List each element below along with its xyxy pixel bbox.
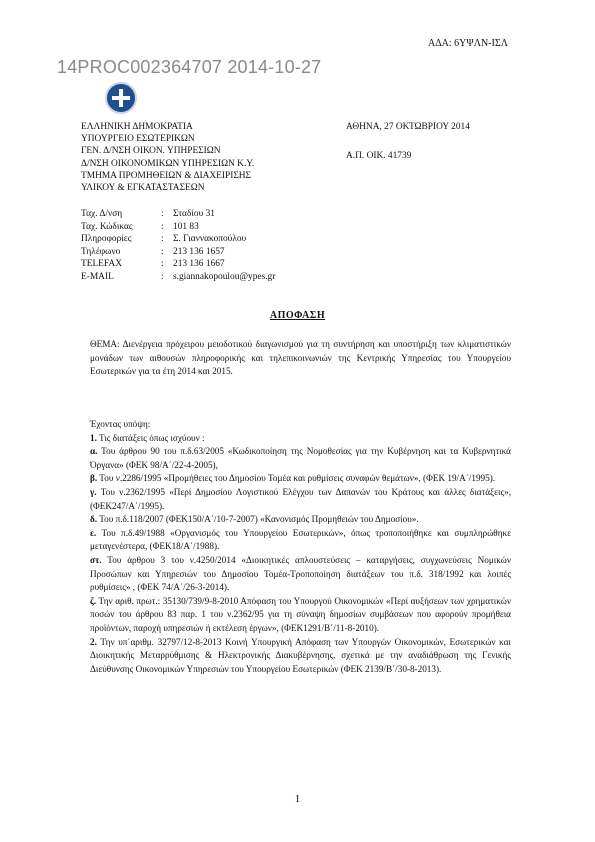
- item-text: Του άρθρου 90 του π.δ.63/2005 «Κωδικοποίηση της Νομοθεσίας για την Κυβέρνηση και τα Κυβερνητικά Όργανα» (ΦΕΚ 98/Α΄/22-4-2005),: [90, 446, 511, 470]
- contact-row: [81, 208, 275, 221]
- considerations-heading: Έχοντας υπόψη:: [90, 419, 151, 429]
- contact-label: TELEFAX: [81, 259, 122, 270]
- contact-value: 213 136 1657: [173, 246, 225, 257]
- contact-label: Τηλέφωνο: [81, 246, 121, 257]
- item-marker: 1.: [90, 432, 97, 443]
- considerations-section: [90, 418, 511, 676]
- contact-separator: :: [161, 221, 164, 232]
- header-line: ΕΛΛΗΝΙΚΗ ΔΗΜΟΚΡΑΤΙΑ: [81, 122, 193, 132]
- contact-separator: :: [161, 246, 164, 257]
- consideration-item: [90, 554, 511, 595]
- contact-details: [81, 208, 275, 284]
- item-marker: α.: [90, 446, 98, 457]
- contact-value: 213 136 1667: [173, 259, 225, 270]
- email-link[interactable]: s.giannakopoulou@ypes.gr: [173, 271, 276, 282]
- header-line: ΥΛΙΚΟΥ & ΕΓΚΑΤΑΣΤΑΣΕΩΝ: [81, 183, 205, 194]
- item-text: Του π.δ.49/1988 «Οργανισμός του Υπουργείου Εσωτερικών», όπως τροποποιήθηκε και συμπληρώθηκε μεταγενέστερα, (ΦΕΚ18/Α΄/1988).: [90, 527, 511, 552]
- subject-paragraph: [90, 338, 511, 379]
- header-line: ΥΠΟΥΡΓΕΙΟ ΕΣΩΤΕΡΙΚΩΝ: [81, 134, 195, 145]
- contact-label: E-MAIL: [81, 271, 114, 282]
- consideration-item: [90, 513, 511, 527]
- issuer-header: [81, 121, 254, 194]
- document-title: ΑΠΟΦΑΣΗ: [269, 310, 326, 321]
- consideration-item: [90, 445, 511, 472]
- subject-text: ΘΕΜΑ: Διενέργεια πρόχειρου μειοδοτικού διαγωνισμού για τη συντήρηση και υποστήριξη των κλιματιστικών μονάδων των αιθουσών πληροφορικής και τηλεπικοινωνιών της Κεντρικής Υπηρεσίας του Υπουργείου Εσωτερικών για τα έτη 2014 και 2015.: [90, 339, 511, 377]
- item-marker: ε.: [90, 527, 97, 538]
- item-text: Του άρθρου 3 του ν.4250/2014 «Διοικητικές απλουστεύσεις – καταργήσεις, συγχωνεύσεις Νομικών Προσώπων και Υπηρεσιών του Δημοσίου Τομέα-Τροποποίηση διατάξεων του π.δ. 318/1992 και λοιπές ρυθμίσεις» , (ΦΕΚ 74/Α΄/26-3-2014).: [90, 554, 511, 593]
- date-protocol-block: [346, 121, 470, 162]
- contact-value: Σ. Γιαννακοπούλου: [173, 234, 247, 245]
- item-marker: β.: [90, 473, 98, 484]
- ada-code: ΑΔΑ: 6ΥΨΛΝ-ΙΣΛ: [428, 38, 508, 49]
- item-marker: 2.: [90, 636, 97, 647]
- item-marker: στ.: [90, 554, 102, 565]
- consideration-item: [90, 527, 511, 554]
- page-number: 1: [294, 793, 301, 805]
- contact-value: Σταδίου 31: [173, 209, 215, 219]
- contact-separator: :: [161, 209, 164, 219]
- item-text: Του ν.2286/1995 «Προμήθειες του Δημοσίου Τομέα και ρυθμίσεις συναφών θεμάτων», (ΦΕΚ 19/Α΄/1995).: [97, 473, 496, 484]
- item-marker: ζ.: [90, 595, 97, 606]
- item-marker: γ.: [90, 486, 97, 497]
- contact-row: [81, 233, 275, 246]
- item-text: Τις διατάξεις όπως ισχύουν :: [96, 432, 205, 443]
- contact-label: Ταχ. Κώδικας: [81, 221, 133, 232]
- contact-label: Πληροφορίες: [81, 234, 132, 245]
- contact-separator: :: [161, 259, 164, 270]
- protocol-number: Α.Π. ΟΙΚ. 41739: [346, 151, 412, 162]
- item-marker: δ.: [90, 514, 98, 525]
- contact-row: [81, 221, 275, 234]
- header-line: Δ/ΝΣΗ ΟΙΚΟΝΟΜΙΚΩΝ ΥΠΗΡΕΣΙΩΝ Κ.Υ.: [81, 158, 255, 169]
- item-text: Του ν.2362/1995 «Περί Δημοσίου Λογιστικού Ελέγχου των Δαπανών του Κράτους και άλλες διατάξεις», (ΦΕΚ247/Α΄/1995).: [90, 486, 511, 511]
- consideration-item: [90, 595, 511, 636]
- item-text: Την υπ΄αριθμ. 32797/12-8-2013 Κοινή Υπουργική Απόφαση των Υπουργών Οικονομικών, Εσωτερικών και Διοικητικής Μεταρρύθμισης & Ηλεκτρονικής Διακυβέρνησης, σχετικά με την αναδιάθρωση της Γενικής Διεύθυνσης Οικονομικών Υπηρεσιών του Υπουργείου Εσωτερικών (ΦΕΚ 2139/Β΄/30-8-2013).: [90, 636, 511, 674]
- contact-value: 101 83: [173, 221, 199, 232]
- consideration-item: [90, 472, 511, 486]
- header-line: ΤΜΗΜΑ ΠΡΟΜΗΘΕΙΩΝ & ΔΙΑΧΕΙΡΙΣΗΣ: [81, 170, 252, 181]
- contact-separator: :: [161, 271, 164, 282]
- consideration-item: [90, 636, 511, 677]
- contact-separator: :: [161, 234, 164, 245]
- consideration-item: [90, 486, 511, 513]
- protocol-stamp: 14PROC002364707 2014-10-27: [57, 57, 322, 77]
- item-text: Του π.δ.118/2007 (ΦΕΚ150/Α΄/10-7-2007) «Κανονισμός Προμηθειών του Δημοσίου».: [97, 514, 419, 525]
- greek-coat-of-arms-icon: [105, 82, 137, 114]
- contact-label: Ταχ. Δ/νση: [81, 209, 123, 219]
- header-line: ΓΕΝ. Δ/ΝΣΗ ΟΙΚΟΝ. ΥΠΗΡΕΣΙΩΝ: [81, 146, 221, 157]
- item-text: Την αριθ. πρωτ.: 35130/739/9-8-2010 Απόφαση του Υπουργού Οικονομικών «Περί αυξήσεων των χρηματικών ποσών του άρθρου 83 παρ. 1 του ν.2362/95 για τη σύναψη δημοσίων συμβάσεων που αφορούν προμήθεια προϊόντων, παροχή υπηρεσιών ή εκτέλεση έργων», (ΦΕΚ1291/Β΄/11-8-2010).: [90, 595, 511, 633]
- contact-row: [81, 246, 275, 259]
- contact-row: [81, 258, 275, 271]
- document-date: ΑΘΗΝΑ, 27 ΟΚΤΩΒΡΙΟΥ 2014: [346, 122, 470, 132]
- contact-row: [81, 271, 275, 284]
- consideration-item: [90, 432, 511, 446]
